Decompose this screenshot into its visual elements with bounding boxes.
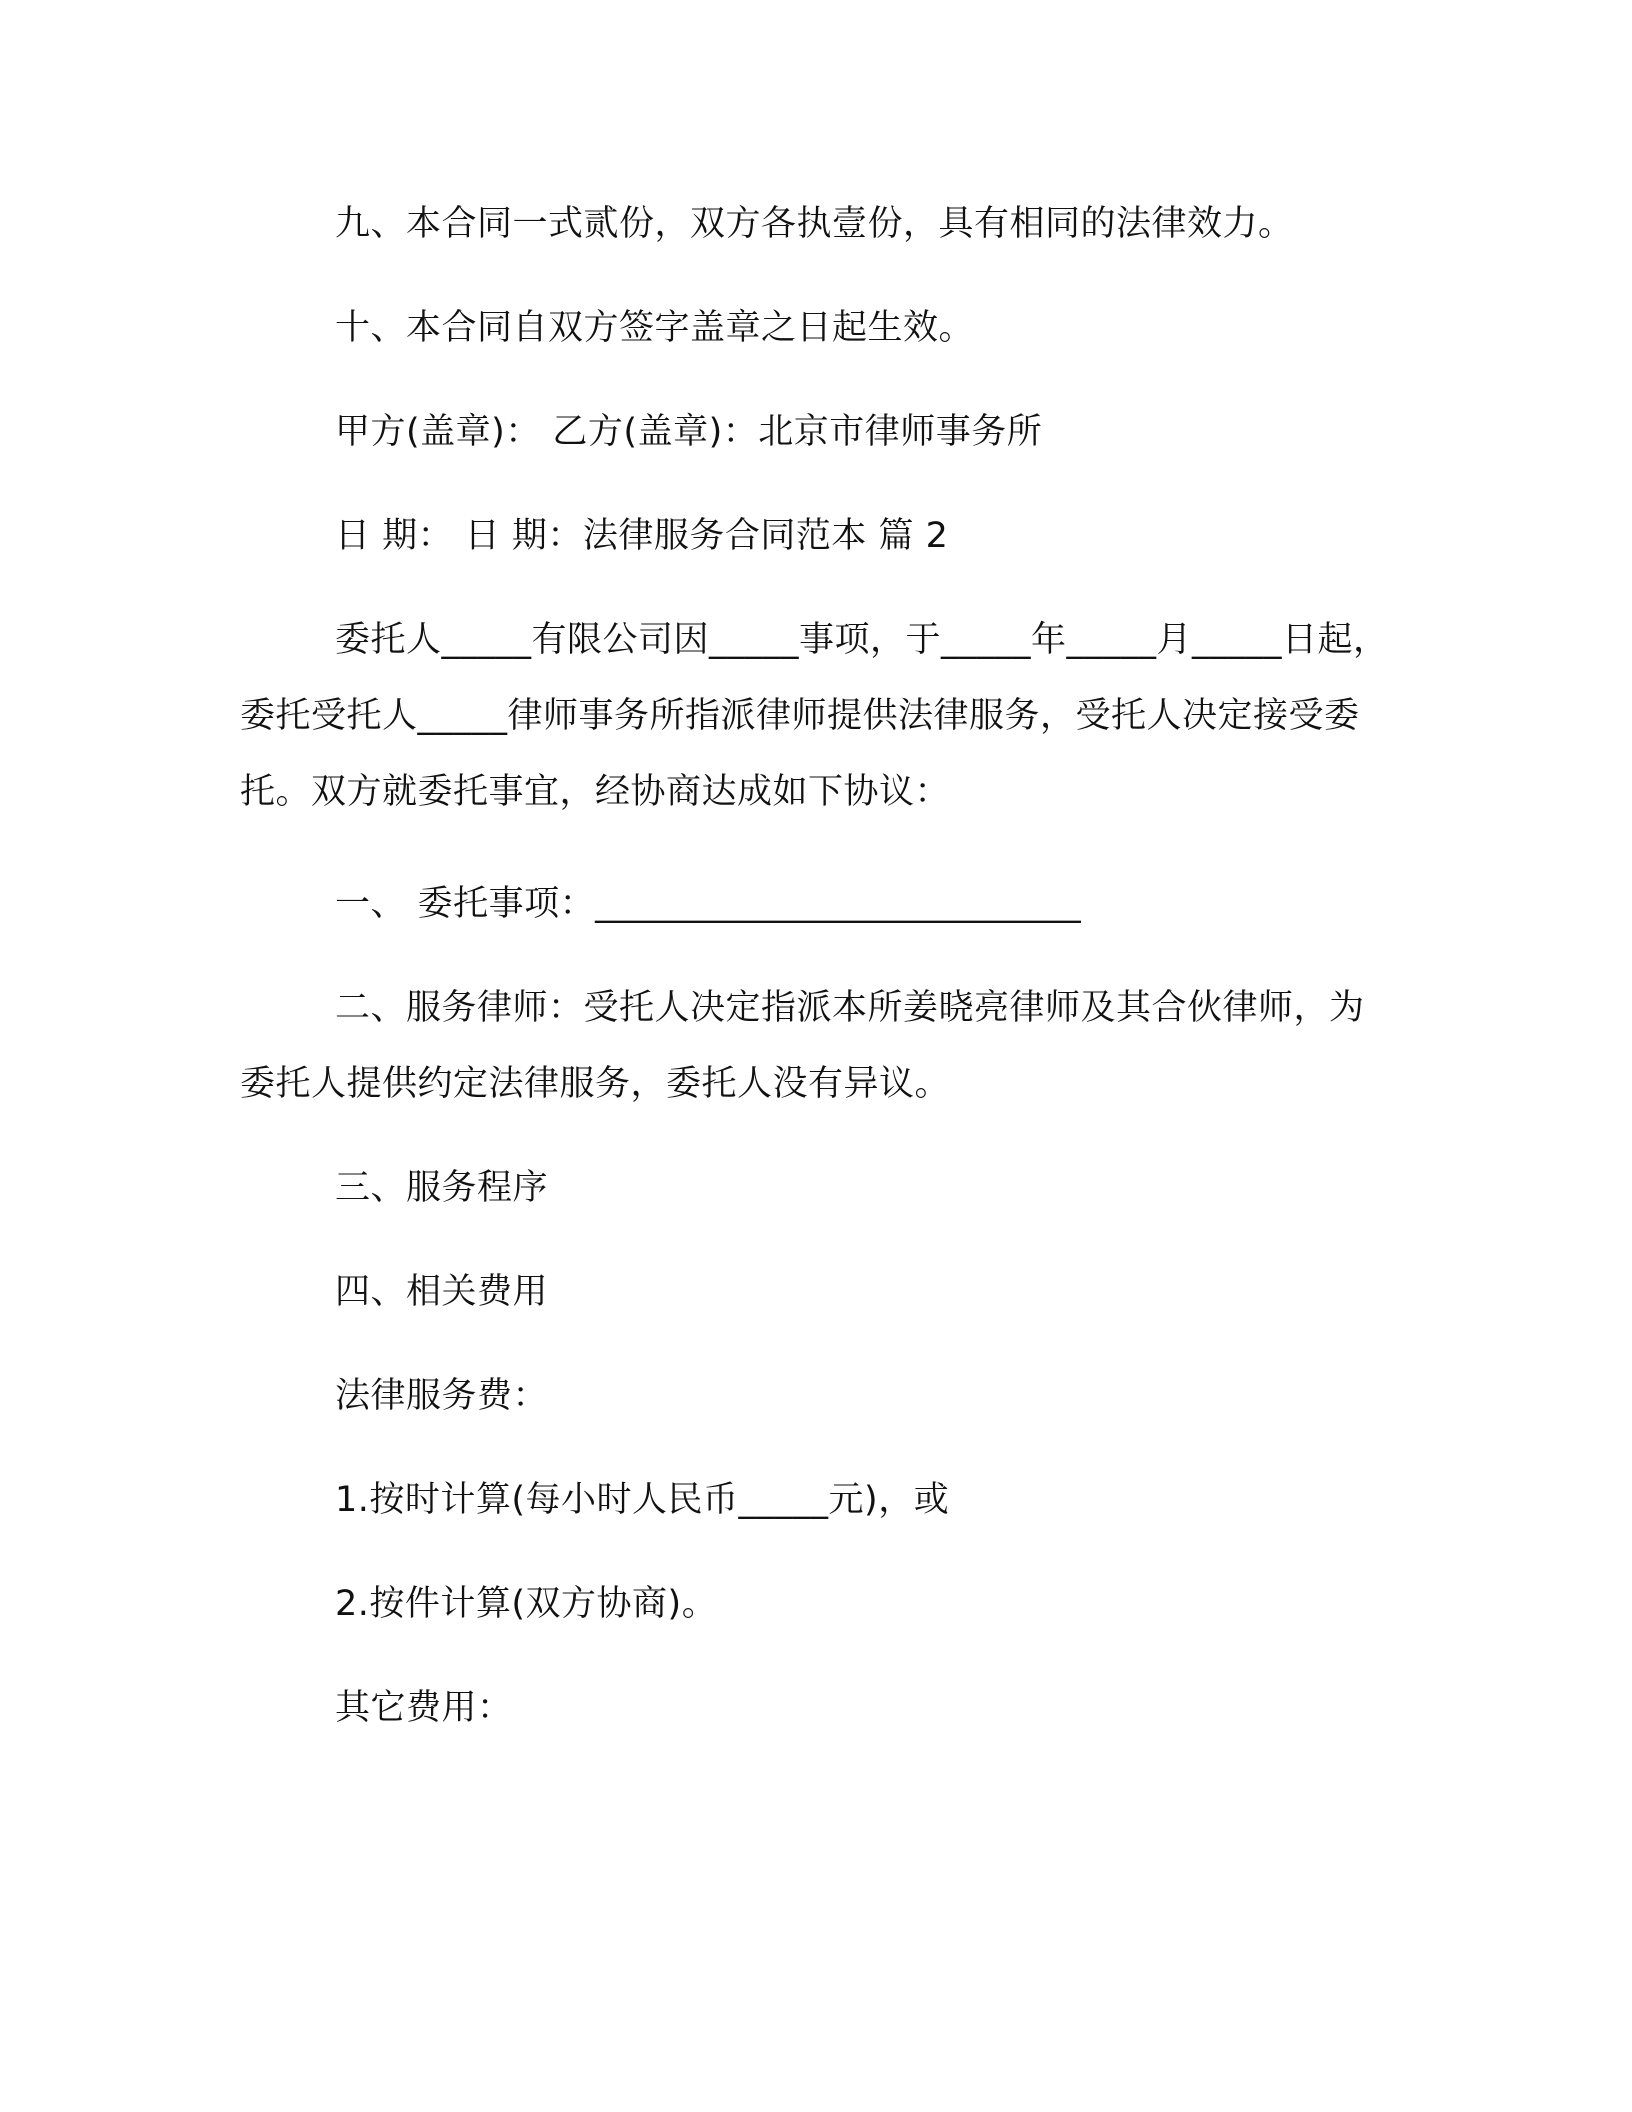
clause-one: 一、 委托事项：___________________________ [335, 884, 1082, 924]
date-line: 日 期： 日 期：法律服务合同范本 篇 2 [335, 516, 949, 556]
intro-paragraph: 委托人_____有限公司因_____事项，于_____年_____月_____日起，委托受托人_____律师事务所指派律师提供法律服务，受托人决定接受委托。双方就委托事宜，经协商达成如下协议： [240, 620, 1389, 812]
clause-four: 四、相关费用 [335, 1272, 549, 1312]
fee-option-per-case: 2.按件计算(双方协商)。 [335, 1584, 718, 1624]
signature-line: 甲方(盖章)： 乙方(盖章)：北京市律师事务所 [335, 412, 1043, 452]
clause-three: 三、服务程序 [335, 1168, 549, 1208]
clause-nine: 九、本合同一式贰份，双方各执壹份，具有相同的法律效力。 [335, 204, 1294, 244]
document-body [240, 186, 1392, 1746]
fee-option-hourly: 1.按时计算(每小时人民币_____元)，或 [335, 1480, 950, 1520]
other-fees: 其它费用： [335, 1688, 513, 1728]
clause-ten: 十、本合同自双方签字盖章之日起生效。 [335, 308, 975, 348]
clause-two: 二、服务律师：受托人决定指派本所姜晓亮律师及其合伙律师，为委托人提供约定法律服务，委托人没有异议。 [240, 988, 1365, 1104]
legal-service-fee: 法律服务费： [335, 1376, 549, 1416]
